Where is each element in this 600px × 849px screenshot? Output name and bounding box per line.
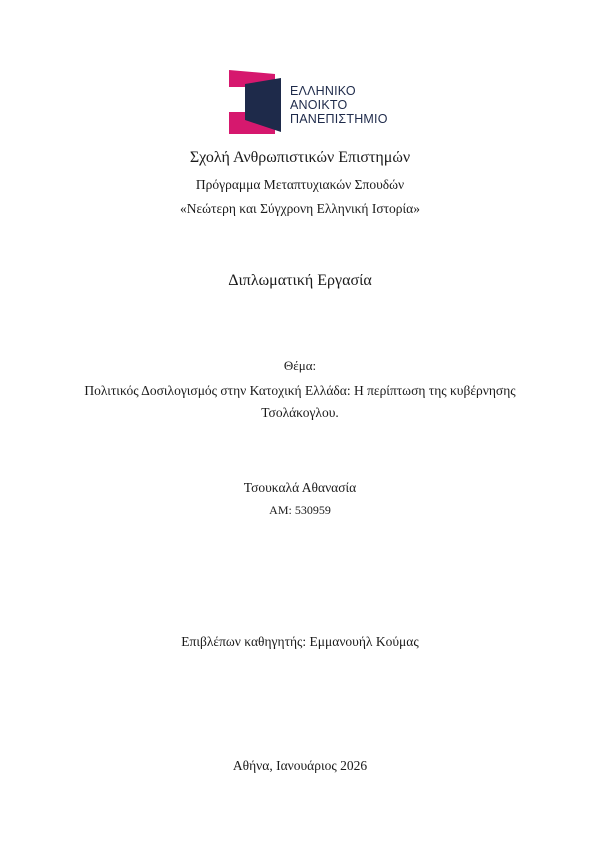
document-type: Διπλωματική Εργασία: [228, 272, 372, 289]
subject-line-1: Πολιτικός Δοσιλογισμός στην Κατοχική Ελλάδα: Η περίπτωση της κυβέρνησης: [84, 383, 516, 398]
logo-line-2: ΑΝΟΙΚΤΟ: [290, 98, 348, 112]
logo-line-3: ΠΑΝΕΠΙΣΤΗΜΙΟ: [290, 112, 388, 126]
student-id: ΑΜ: 530959: [269, 503, 331, 517]
subject-label: Θέμα:: [283, 358, 317, 373]
subject-line-2: Τσολάκογλου.: [261, 405, 339, 420]
logo-wordmark: [290, 84, 388, 126]
program-title: «Νεώτερη και Σύγχρονη Ελληνική Ιστορία»: [179, 201, 420, 216]
supervisor: Επιβλέπων καθηγητής: Εμμανουήλ Κούμας: [181, 634, 419, 649]
school-name: Σχολή Ανθρωπιστικών Επιστημών: [189, 149, 411, 166]
author-name: Τσουκαλά Αθανασία: [243, 480, 357, 495]
place-date: Αθήνα, Ιανουάριος 2026: [232, 758, 368, 773]
program-name: Πρόγραμμα Μεταπτυχιακών Σπουδών: [195, 177, 405, 192]
logo-line-1: ΕΛΛΗΝΙΚΟ: [290, 84, 356, 98]
